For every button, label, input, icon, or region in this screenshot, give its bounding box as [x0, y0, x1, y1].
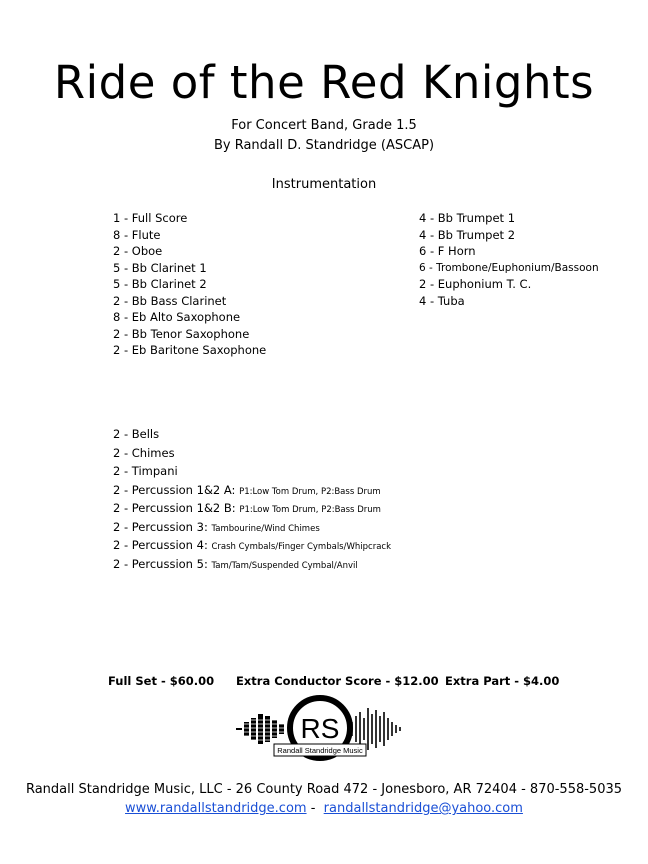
list-item: 4 - Tuba: [419, 293, 465, 308]
list-item: 2 - Percussion 4: Crash Cymbals/Finger Cymbals/Whipcrack: [113, 538, 391, 552]
price-extra-part: Extra Part - $4.00: [445, 674, 560, 688]
woodwind-list: [113, 210, 266, 359]
list-item: 2 - Percussion 1&2 A: P1:Low Tom Drum, P2:Bass Drum: [113, 482, 381, 497]
list-item: 5 - Bb Clarinet 2: [113, 277, 207, 291]
footer-links: [0, 801, 648, 816]
subtitle-composer: By Randall D. Standridge (ASCAP): [213, 138, 435, 153]
list-item: 2 - Timpani: [113, 464, 178, 478]
publisher-logo: [232, 694, 408, 762]
list-item: 2 - Oboe: [113, 244, 163, 258]
page-title: Ride of the Red Knights: [53, 56, 595, 109]
link-separator: -: [306, 801, 320, 816]
list-item: 2 - Percussion 1&2 B: P1:Low Tom Drum, P2:Bass Drum: [113, 501, 381, 515]
footer-address: Randall Standridge Music, LLC - 26 County Road 472 - Jonesboro, AR 72404 - 870-558-5035: [25, 782, 623, 797]
brass-list: [419, 210, 599, 309]
list-item: 2 - Percussion 5: Tam/Tam/Suspended Cymbal/Anvil: [113, 556, 358, 571]
subtitle-grade: For Concert Band, Grade 1.5: [231, 118, 417, 133]
list-item: 6 - Trombone/Euphonium/Bassoon: [419, 261, 599, 274]
list-item: 6 - F Horn: [419, 244, 476, 258]
list-item: 4 - Bb Trumpet 2: [419, 227, 516, 242]
list-item: 2 - Chimes: [113, 445, 175, 460]
list-item: 2 - Euphonium T. C.: [419, 277, 532, 291]
list-item: 2 - Bb Tenor Saxophone: [113, 326, 250, 341]
percussion-list: [113, 426, 391, 574]
list-item: 5 - Bb Clarinet 1: [113, 260, 207, 275]
list-item: 2 - Percussion 3: Tambourine/Wind Chimes: [113, 519, 320, 534]
svg-text:RS: RS: [300, 713, 340, 744]
price-full-set: Full Set - $60.00: [108, 674, 215, 688]
list-item: 2 - Bb Bass Clarinet: [113, 293, 227, 308]
list-item: 8 - Flute: [113, 227, 161, 242]
list-item: 8 - Eb Alto Saxophone: [113, 310, 241, 324]
list-item: 4 - Bb Trumpet 1: [419, 211, 516, 225]
svg-text:Randall Standridge Music: Randall Standridge Music: [277, 746, 363, 755]
list-item: 2 - Bells: [113, 427, 160, 441]
price-conductor-score: Extra Conductor Score - $12.00: [236, 674, 439, 688]
section-heading: Instrumentation: [271, 177, 377, 192]
list-item: 2 - Eb Baritone Saxophone: [113, 343, 267, 357]
website-link[interactable]: www.randallstandridge.com: [125, 801, 307, 816]
list-item: 1 - Full Score: [113, 211, 188, 225]
email-link[interactable]: randallstandridge@yahoo.com: [323, 801, 523, 816]
